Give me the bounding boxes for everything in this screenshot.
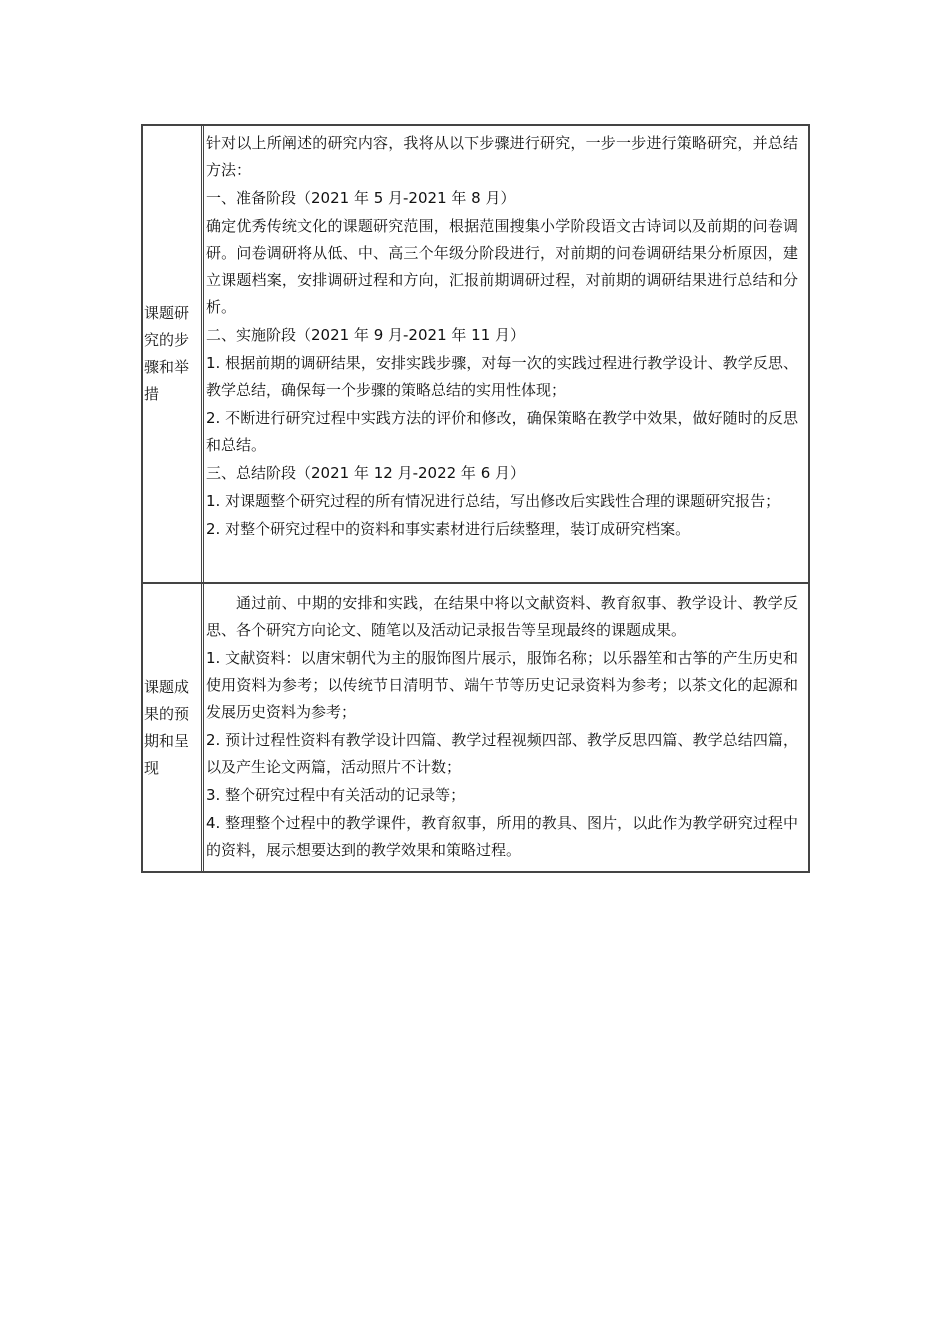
document-table (141, 124, 810, 873)
list-item: 2. 不断进行研究过程中实践方法的评价和修改，确保策略在教学中效果，做好随时的反思和总结。 (206, 409, 798, 454)
section-heading: 一、准备阶段（2021 年 5 月-2021 年 8 月） (206, 189, 516, 207)
paragraph: 针对以上所阐述的研究内容，我将从以下步骤进行研究，一步一步进行策略研究，并总结方法： (206, 134, 798, 179)
row-content-cell (204, 584, 808, 871)
row-content-cell (204, 126, 808, 582)
list-item: 1. 对课题整个研究过程的所有情况进行总结，写出修改后实践性合理的课题研究报告； (206, 492, 781, 510)
row-label-cell (143, 126, 204, 582)
list-item: 1. 文献资料：以唐宋朝代为主的服饰图片展示，服饰名称；以乐器笙和古筝的产生历史和使用资料为参考；以传统节日清明节、端午节等历史记录资料为参考；以茶文化的起源和发展历史资料为参考； (206, 649, 798, 721)
paragraph: 确定优秀传统文化的课题研究范围，根据范围搜集小学阶段语文古诗词以及前期的问卷调研。问卷调研将从低、中、高三个年级分阶段进行，对前期的问卷调研结果分析原因，建立课题档案，安排调研过程和方向，汇报前期调研过程，对前期的调研结果进行总结和分析。 (206, 217, 798, 316)
paragraph: 通过前、中期的安排和实践，在结果中将以文献资料、教育叙事、教学设计、教学反思、各个研究方向论文、随笔以及活动记录报告等呈现最终的课题成果。 (206, 594, 798, 639)
table-row-research-steps (143, 126, 808, 582)
row-label: 课题成果的预期和呈现 (144, 677, 190, 777)
row-label-cell (143, 584, 204, 871)
list-item: 2. 对整个研究过程中的资料和事实素材进行后续整理，装订成研究档案。 (206, 520, 691, 538)
section-heading: 三、总结阶段（2021 年 12 月-2022 年 6 月） (206, 464, 526, 482)
row-label: 课题研究的步骤和举措 (144, 304, 190, 403)
list-item: 3. 整个研究过程中有关活动的记录等； (206, 786, 466, 804)
list-item: 4. 整理整个过程中的教学课件，教育叙事，所用的教具、图片，以此作为教学研究过程中的资料，展示想要达到的教学效果和策略过程。 (206, 814, 798, 859)
list-item: 1. 根据前期的调研结果，安排实践步骤，对每一次的实践过程进行教学设计、教学反思、教学总结，确保每一个步骤的策略总结的实用性体现； (206, 354, 798, 399)
table-row-expected-results (143, 582, 808, 871)
list-item: 2. 预计过程性资料有教学设计四篇、教学过程视频四部、教学反思四篇、教学总结四篇，以及产生论文两篇，活动照片不计数； (206, 731, 798, 776)
section-heading: 二、实施阶段（2021 年 9 月-2021 年 11 月） (206, 326, 526, 344)
